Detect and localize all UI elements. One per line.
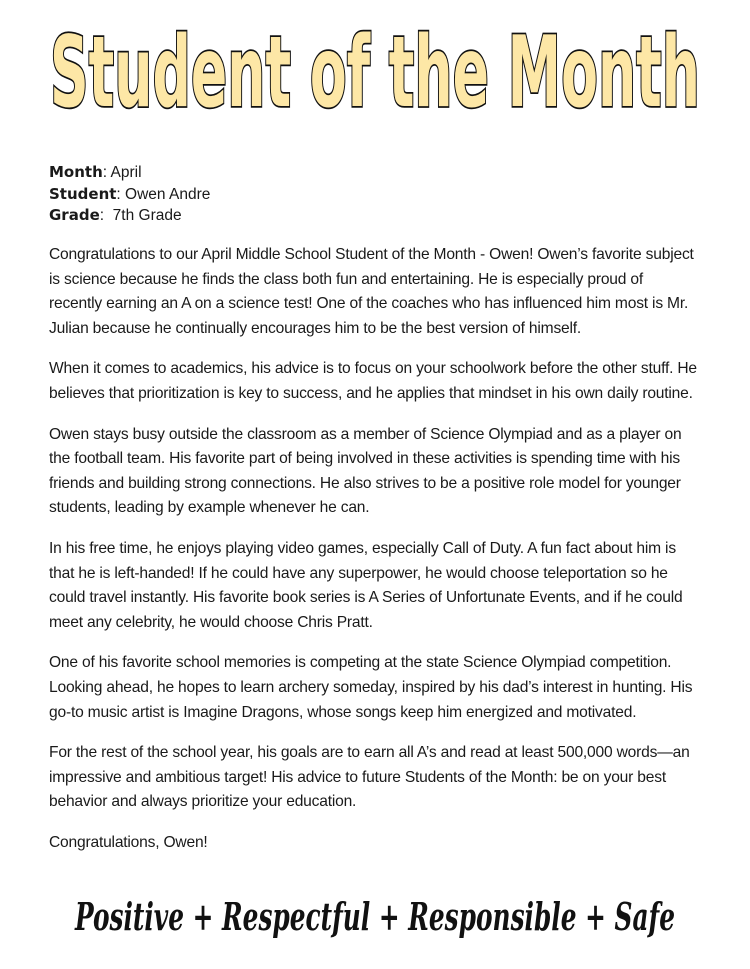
meta-block — [49, 162, 210, 227]
meta-grade-value: 7th Grade — [112, 207, 182, 224]
paragraph-free-time: In his free time, he enjoys playing video games, especially Call of Duty. A fun fact about him is that he is left-handed! If he could have any superpower, he would choose teleportation so he could travel instantly. His favorite book series is A Series of Unfortunate Events, and if he could meet any celebrity, he would choose Chris Pratt. — [49, 539, 683, 631]
meta-month-label: Month — [49, 163, 103, 181]
paragraph-goals: For the rest of the school year, his goals are to earn all A’s and read at least 500,000 words—an impressive and ambitious target! His advice to future Students of the Month: be on your best behavior and always prioritize your education. — [49, 744, 690, 811]
title-text: Student of the Month — [50, 16, 700, 130]
motto-graphic — [60, 880, 690, 950]
article-body — [49, 243, 699, 871]
paragraph-memories: One of his favorite school memories is competing at the state Science Olympiad competition. Looking ahead, he hopes to learn archery someday, inspired by his dad’s interest in hunting. His go-to music artist is Imagine Dragons, whose songs keep him energized and motivated. — [49, 654, 693, 721]
meta-student: Student: Owen Andre — [49, 184, 211, 203]
paragraph-activities: Owen stays busy outside the classroom as a member of Science Olympiad and as a player on the football team. His favorite part of being involved in these activities is spending time with his friends and building strong connections. He also strives to be a positive role model for younger students, leading by example whenever he can. — [49, 425, 682, 517]
meta-student-value: Owen Andre — [125, 185, 211, 203]
motto-text: Positive + Respectful + Responsible + Safe — [74, 894, 676, 939]
meta-grade: Grade: 7th Grade — [49, 206, 182, 224]
meta-student-label: Student — [49, 184, 117, 203]
paragraph-intro: Congratulations to our April Middle School Student of the Month - Owen! Owen’s favorite subject is science because he finds the class both fun and entertaining. He is especially proud of recently earning an A on a science test! One of the coaches who has influenced him most is Mr. Julian because he continually encourages him to be the best version of himself. — [49, 246, 694, 337]
paragraph-closing: Congratulations, Owen! — [49, 833, 208, 851]
meta-grade-label: Grade — [49, 206, 100, 224]
paragraph-academics: When it comes to academics, his advice is to focus on your schoolwork before the other stuff. He believes that prioritization is key to success, and he applies that mindset in his own daily routine. — [49, 360, 697, 402]
meta-month: Month: April — [49, 163, 142, 181]
title-graphic — [40, 6, 710, 136]
motto-banner — [60, 880, 690, 950]
meta-month-value: April — [110, 164, 142, 181]
page-title — [40, 6, 710, 136]
